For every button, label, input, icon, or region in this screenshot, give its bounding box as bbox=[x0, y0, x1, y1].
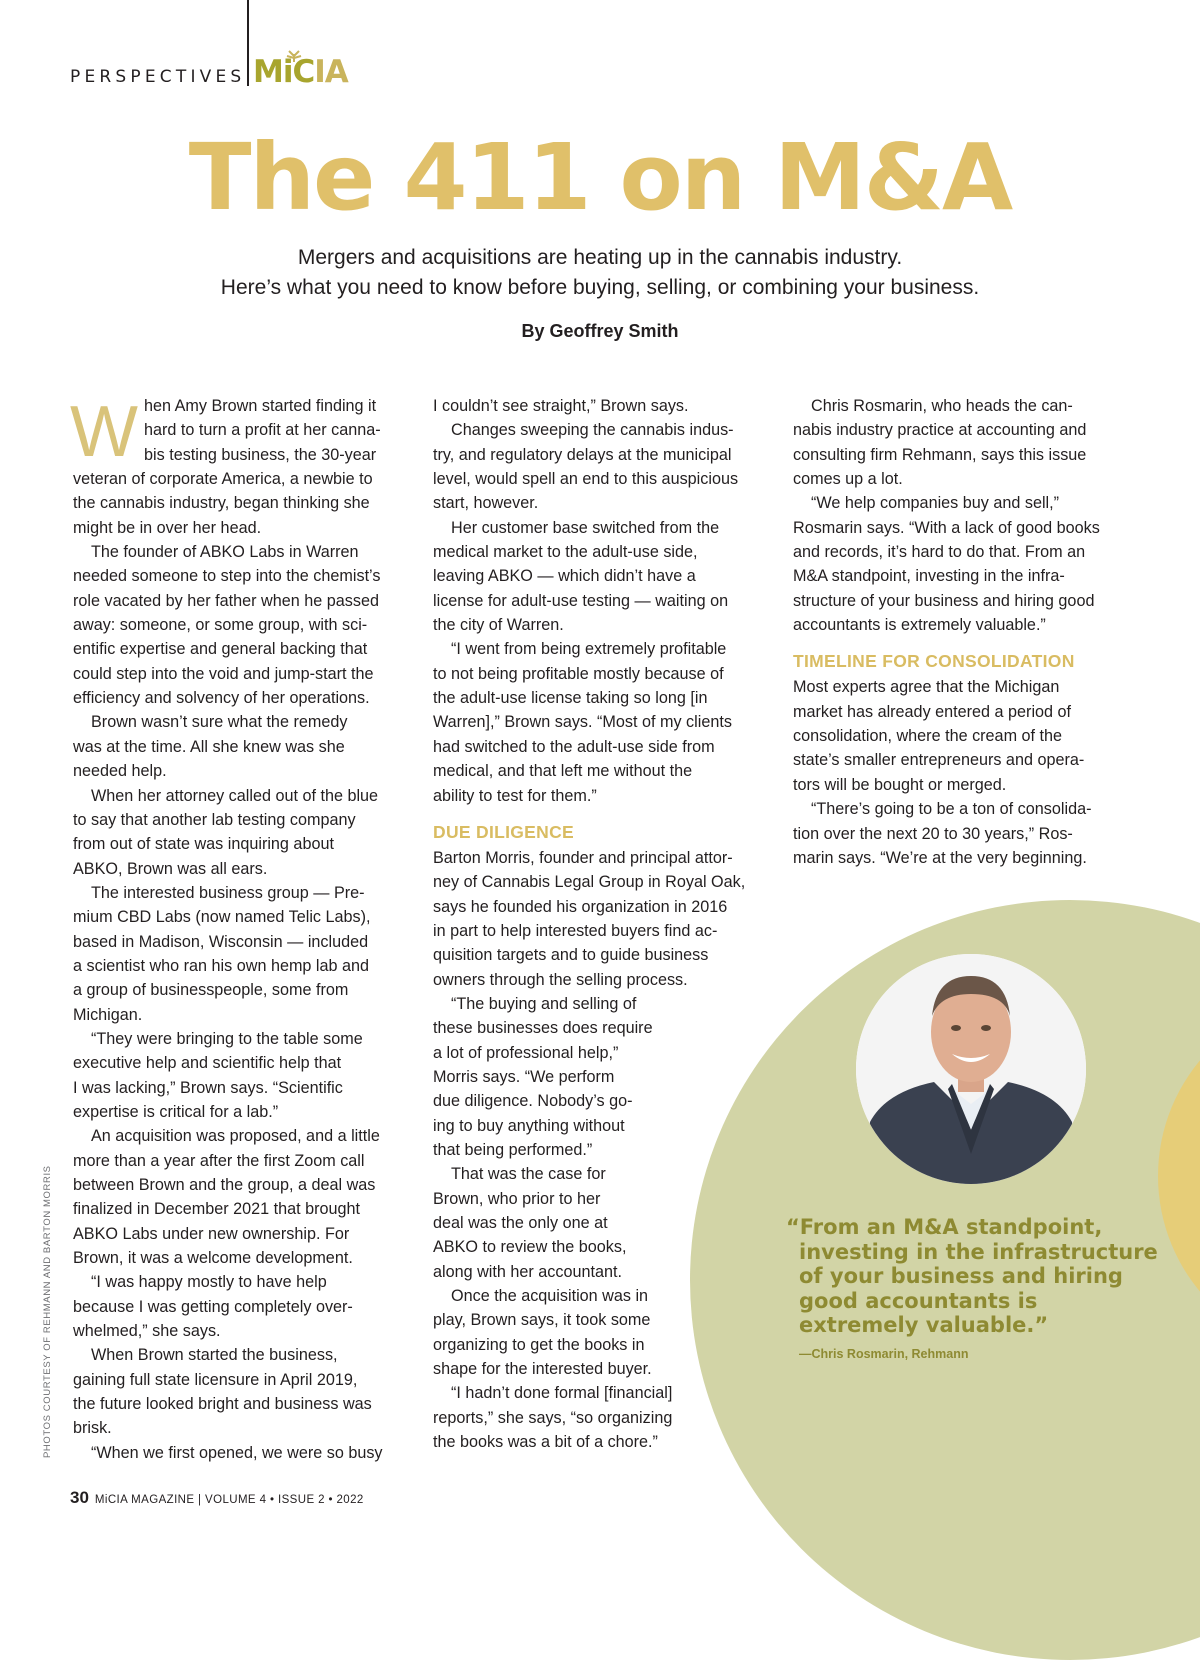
text-line: nabis industry practice at accounting and bbox=[793, 421, 1087, 440]
text-line: “They were bringing to the table some bbox=[91, 1029, 363, 1048]
cannabis-leaf-icon bbox=[286, 50, 302, 62]
text-line: and records, it’s hard to do that. From an bbox=[793, 543, 1086, 562]
text-line: needed someone to step into the chemist’s bbox=[73, 567, 381, 586]
person-portrait-icon bbox=[856, 954, 1086, 1184]
text-line: deal was the only one at bbox=[433, 1214, 608, 1232]
subtitle-line: Here’s what you need to know before buying, selling, or combining your business. bbox=[220, 276, 980, 299]
text-line: from out of state was inquiring about bbox=[73, 835, 334, 854]
text-line: Rosmarin says. “With a lack of good books bbox=[793, 518, 1100, 537]
text-line: reports,” she says, “so organizing bbox=[433, 1408, 673, 1427]
header-divider bbox=[247, 0, 249, 86]
text-line: due diligence. Nobody’s go- bbox=[433, 1092, 633, 1111]
text-line: “The buying and selling of bbox=[451, 994, 637, 1013]
text-line: to say that another lab testing company bbox=[73, 810, 356, 829]
text-line: might be in over her head. bbox=[73, 518, 262, 537]
text-line: quisition targets and to guide business bbox=[433, 946, 709, 965]
pull-quote-line: of your business and hiring bbox=[799, 1264, 1123, 1288]
text-line: expertise is critical for a lab.” bbox=[73, 1102, 279, 1121]
text-line: I was lacking,” Brown says. “Scientific bbox=[73, 1078, 343, 1097]
pull-quote-line: investing in the infrastructure bbox=[799, 1239, 1158, 1264]
text-line: owners through the selling process. bbox=[433, 970, 688, 989]
text-line: more than a year after the first Zoom call bbox=[73, 1151, 365, 1170]
logo-text-left: MiC bbox=[253, 54, 315, 90]
text-line: role vacated by her father when he passed bbox=[73, 591, 379, 610]
text-line: The interested business group — Pre- bbox=[91, 883, 365, 902]
text-line: “There’s going to be a ton of consolida- bbox=[811, 800, 1092, 819]
text-line: Changes sweeping the cannabis indus- bbox=[451, 421, 734, 440]
text-line: Brown wasn’t sure what the remedy bbox=[91, 713, 348, 732]
text-line: ability to test for them.” bbox=[433, 786, 597, 805]
text-line: accountants is extremely valuable.” bbox=[793, 616, 1046, 635]
photo-credit: PHOTOS COURTESY OF REHMANN AND BARTON MORRIS bbox=[42, 1165, 53, 1458]
text-line: Morris says. “We perform bbox=[433, 1067, 615, 1086]
text-line: finalized in December 2021 that brought bbox=[73, 1200, 361, 1219]
text-line: Her customer base switched from the bbox=[451, 518, 720, 537]
text-line: along with her accountant. bbox=[433, 1262, 622, 1281]
text-line: state’s smaller entrepreneurs and opera- bbox=[793, 751, 1085, 770]
logo-text-right: IA bbox=[314, 54, 348, 90]
text-line: ney of Cannabis Legal Group in Royal Oak, bbox=[433, 873, 746, 892]
pull-quote-attribution: —Chris Rosmarin, Rehmann bbox=[799, 1347, 969, 1361]
text-line: ABKO, Brown was all ears. bbox=[73, 859, 268, 878]
text-line: needed help. bbox=[73, 762, 167, 781]
text-line: tors will be bought or merged. bbox=[793, 775, 1007, 794]
text-line: the books was a bit of a chore.” bbox=[433, 1433, 658, 1452]
page-number: 30 bbox=[70, 1488, 89, 1507]
article-subtitle bbox=[0, 243, 1200, 303]
drop-cap: W bbox=[70, 392, 138, 472]
text-line: veteran of corporate America, a newbie to bbox=[73, 470, 373, 489]
text-line: the city of Warren. bbox=[433, 616, 564, 635]
text-line: When Brown started the business, bbox=[91, 1346, 338, 1365]
text-line: brisk. bbox=[73, 1419, 112, 1438]
text-line: medical, and that left me without the bbox=[433, 762, 693, 781]
text-line: When her attorney called out of the blue bbox=[91, 786, 379, 805]
portrait-photo bbox=[856, 954, 1086, 1184]
text-line: based in Madison, Wisconsin — included bbox=[73, 932, 369, 951]
subtitle-line: Mergers and acquisitions are heating up in the cannabis industry. bbox=[297, 246, 903, 269]
text-line: mium CBD Labs (now named Telic Labs), bbox=[73, 908, 371, 927]
text-line: Warren],” Brown says. “Most of my clients bbox=[433, 713, 732, 732]
byline: By Geoffrey Smith bbox=[521, 321, 679, 341]
text-line: hard to turn a profit at her canna- bbox=[144, 421, 381, 440]
pull-quote bbox=[786, 1215, 1158, 1338]
text-line: tion over the next 20 to 30 years,” Ros- bbox=[793, 824, 1073, 843]
text-line: away: someone, or some group, with sci- bbox=[73, 616, 368, 635]
text-line: play, Brown says, it took some bbox=[433, 1311, 651, 1330]
text-line: that being performed.” bbox=[433, 1140, 593, 1159]
text-line: Barton Morris, founder and principal attor- bbox=[433, 848, 733, 867]
text-line: entific expertise and general backing that bbox=[73, 640, 368, 659]
text-line: the future looked bright and business was bbox=[73, 1395, 372, 1414]
text-line: That was the case for bbox=[451, 1165, 606, 1184]
text-line: because I was getting completely over- bbox=[73, 1297, 353, 1316]
text-line: in part to help interested buyers find ac- bbox=[433, 921, 718, 940]
text-line: level, would spell an end to this auspicious bbox=[433, 470, 739, 489]
text-line: says he founded his organization in 2016 bbox=[433, 897, 728, 916]
text-line: organizing to get the books in bbox=[433, 1335, 645, 1354]
pull-quote-line: extremely valuable.” bbox=[799, 1313, 1049, 1337]
text-line: a scientist who ran his own hemp lab and bbox=[73, 956, 370, 975]
text-line: Chris Rosmarin, who heads the can- bbox=[811, 397, 1073, 415]
body-column-1 bbox=[73, 394, 413, 1465]
text-line: “We help companies buy and sell,” bbox=[811, 494, 1060, 513]
text-line: “When we first opened, we were so busy bbox=[91, 1443, 383, 1462]
text-line: the adult-use license taking so long [in bbox=[433, 689, 708, 708]
text-line: shape for the interested buyer. bbox=[433, 1360, 652, 1379]
text-line: whelmed,” she says. bbox=[73, 1322, 221, 1341]
section-heading-timeline: TIMELINE FOR CONSOLIDATION bbox=[793, 651, 1075, 672]
text-line: was at the time. All she knew was she bbox=[73, 737, 345, 756]
text-line: M&A standpoint, investing in the infra- bbox=[793, 567, 1065, 586]
text-line: the cannabis industry, began thinking she bbox=[73, 494, 370, 513]
text-line: license for adult-use testing — waiting on bbox=[433, 591, 729, 610]
pull-quote-line: “From an M&A standpoint, bbox=[786, 1215, 1103, 1239]
text-line: Michigan. bbox=[73, 1005, 143, 1024]
text-line: structure of your business and hiring good bbox=[793, 591, 1095, 610]
text-line: Brown, who prior to her bbox=[433, 1189, 601, 1208]
text-line: I couldn’t see straight,” Brown says. bbox=[433, 397, 689, 415]
body-column-2 bbox=[433, 394, 773, 1454]
section-heading-due-diligence: DUE DILIGENCE bbox=[433, 821, 574, 842]
text-line: Once the acquisition was in bbox=[451, 1287, 649, 1306]
text-line: consulting firm Rehmann, says this issue bbox=[793, 445, 1087, 464]
text-line: to not being profitable mostly because of bbox=[433, 664, 724, 683]
text-line: consolidation, where the cream of the bbox=[793, 727, 1063, 746]
page-footer bbox=[70, 1488, 364, 1508]
text-line: try, and regulatory delays at the municipal bbox=[433, 445, 732, 464]
text-line: a lot of professional help,” bbox=[433, 1043, 619, 1062]
text-line: ABKO to review the books, bbox=[433, 1238, 627, 1257]
text-line: comes up a lot. bbox=[793, 470, 903, 489]
text-line: leaving ABKO — which didn’t have a bbox=[433, 567, 696, 586]
article-title: The 411 on M&A bbox=[188, 124, 1012, 231]
text-line: between Brown and the group, a deal was bbox=[73, 1176, 376, 1194]
text-line: medical market to the adult-use side, bbox=[433, 543, 698, 562]
text-line: could step into the void and jump-start the bbox=[73, 664, 374, 683]
text-line: start, however. bbox=[433, 494, 539, 513]
text-line: “I hadn’t done formal [financial] bbox=[451, 1384, 673, 1403]
text-line: a group of businesspeople, some from bbox=[73, 981, 349, 1000]
text-line: Most experts agree that the Michigan bbox=[793, 678, 1060, 697]
text-line: ing to buy anything without bbox=[433, 1116, 625, 1135]
text-line: The founder of ABKO Labs in Warren bbox=[91, 543, 359, 562]
text-line: market has already entered a period of bbox=[793, 702, 1072, 721]
pull-quote-line: good accountants is bbox=[799, 1288, 1038, 1313]
section-label: PERSPECTIVES bbox=[70, 67, 246, 87]
text-line: bis testing business, the 30-year bbox=[144, 445, 377, 464]
text-line: “I was happy mostly to have help bbox=[91, 1273, 327, 1292]
text-line: these businesses does require bbox=[433, 1019, 653, 1038]
text-line: marin says. “We’re at the very beginning. bbox=[793, 848, 1087, 867]
body-column-3 bbox=[793, 394, 1133, 870]
text-line: ABKO Labs under new ownership. For bbox=[73, 1224, 350, 1243]
text-line: An acquisition was proposed, and a little bbox=[91, 1127, 380, 1146]
text-line: had switched to the adult-use side from bbox=[433, 737, 715, 756]
text-line: hen Amy Brown started finding it bbox=[144, 397, 377, 415]
text-line: “I went from being extremely profitable bbox=[451, 640, 727, 659]
text-line: executive help and scientific help that bbox=[73, 1054, 342, 1073]
publication-info: MiCIA MAGAZINE | VOLUME 4 • ISSUE 2 • 2022 bbox=[94, 1494, 364, 1506]
text-line: gaining full state licensure in April 2019, bbox=[73, 1370, 358, 1389]
text-line: efficiency and solvency of her operations. bbox=[73, 689, 370, 708]
text-line: Brown, it was a welcome development. bbox=[73, 1249, 353, 1268]
